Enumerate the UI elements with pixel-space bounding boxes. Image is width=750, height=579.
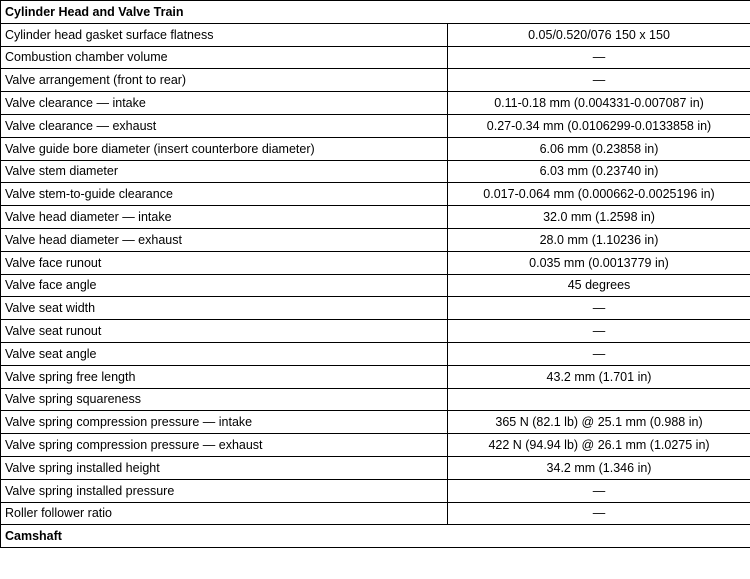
spec-row [1,479,750,502]
spec-label: Valve stem-to-guide clearance [1,183,448,206]
spec-label: Valve clearance — exhaust [1,114,448,137]
spec-value: 43.2 mm (1.701 in) [448,365,750,388]
spec-row [1,342,750,365]
spec-table-body [1,1,750,548]
spec-value: 422 N (94.94 lb) @ 26.1 mm (1.0275 in) [448,434,750,457]
spec-label: Valve spring compression pressure — intake [1,411,448,434]
spec-row [1,320,750,343]
next-section-title: Camshaft [1,525,750,548]
spec-value: — [448,479,750,502]
spec-value: 34.2 mm (1.346 in) [448,456,750,479]
spec-row [1,411,750,434]
spec-value: 365 N (82.1 lb) @ 25.1 mm (0.988 in) [448,411,750,434]
spec-value: 0.27-0.34 mm (0.0106299-0.0133858 in) [448,114,750,137]
spec-label: Valve face runout [1,251,448,274]
spec-row [1,23,750,46]
spec-value: — [448,342,750,365]
spec-label: Valve clearance — intake [1,92,448,115]
spec-label: Valve spring compression pressure — exhaust [1,434,448,457]
spec-value: 0.017-0.064 mm (0.000662-0.0025196 in) [448,183,750,206]
next-section-header-row [1,525,750,548]
spec-value: 28.0 mm (1.10236 in) [448,228,750,251]
spec-value: — [448,297,750,320]
spec-label: Valve face angle [1,274,448,297]
spec-row [1,137,750,160]
spec-label: Valve stem diameter [1,160,448,183]
spec-label: Valve seat angle [1,342,448,365]
spec-row [1,274,750,297]
spec-value: 0.05/0.520/076 150 x 150 [448,23,750,46]
spec-value: 6.06 mm (0.23858 in) [448,137,750,160]
spec-row [1,183,750,206]
spec-value: 32.0 mm (1.2598 in) [448,206,750,229]
spec-value: — [448,502,750,525]
spec-value: — [448,69,750,92]
spec-label: Valve head diameter — exhaust [1,228,448,251]
spec-label: Valve spring installed height [1,456,448,479]
spec-row [1,206,750,229]
spec-label: Roller follower ratio [1,502,448,525]
spec-value: 6.03 mm (0.23740 in) [448,160,750,183]
spec-value: — [448,46,750,69]
spec-row [1,456,750,479]
spec-row [1,114,750,137]
spec-row [1,160,750,183]
spec-label: Cylinder head gasket surface flatness [1,23,448,46]
spec-label: Valve spring free length [1,365,448,388]
spec-row [1,46,750,69]
spec-value: 0.035 mm (0.0013779 in) [448,251,750,274]
spec-label: Combustion chamber volume [1,46,448,69]
spec-label: Valve arrangement (front to rear) [1,69,448,92]
spec-row [1,297,750,320]
spec-value [448,388,750,411]
spec-label: Valve seat width [1,297,448,320]
spec-label: Valve spring squareness [1,388,448,411]
spec-row [1,228,750,251]
spec-label: Valve guide bore diameter (insert counterbore diameter) [1,137,448,160]
section-header-row [1,1,750,24]
spec-row [1,434,750,457]
spec-value: 45 degrees [448,274,750,297]
spec-label: Valve head diameter — intake [1,206,448,229]
spec-label: Valve spring installed pressure [1,479,448,502]
spec-row [1,365,750,388]
spec-row [1,502,750,525]
spec-row [1,92,750,115]
spec-row [1,388,750,411]
spec-value: 0.11-0.18 mm (0.004331-0.007087 in) [448,92,750,115]
spec-label: Valve seat runout [1,320,448,343]
spec-row [1,69,750,92]
spec-value: — [448,320,750,343]
section-title: Cylinder Head and Valve Train [1,1,750,24]
spec-row [1,251,750,274]
